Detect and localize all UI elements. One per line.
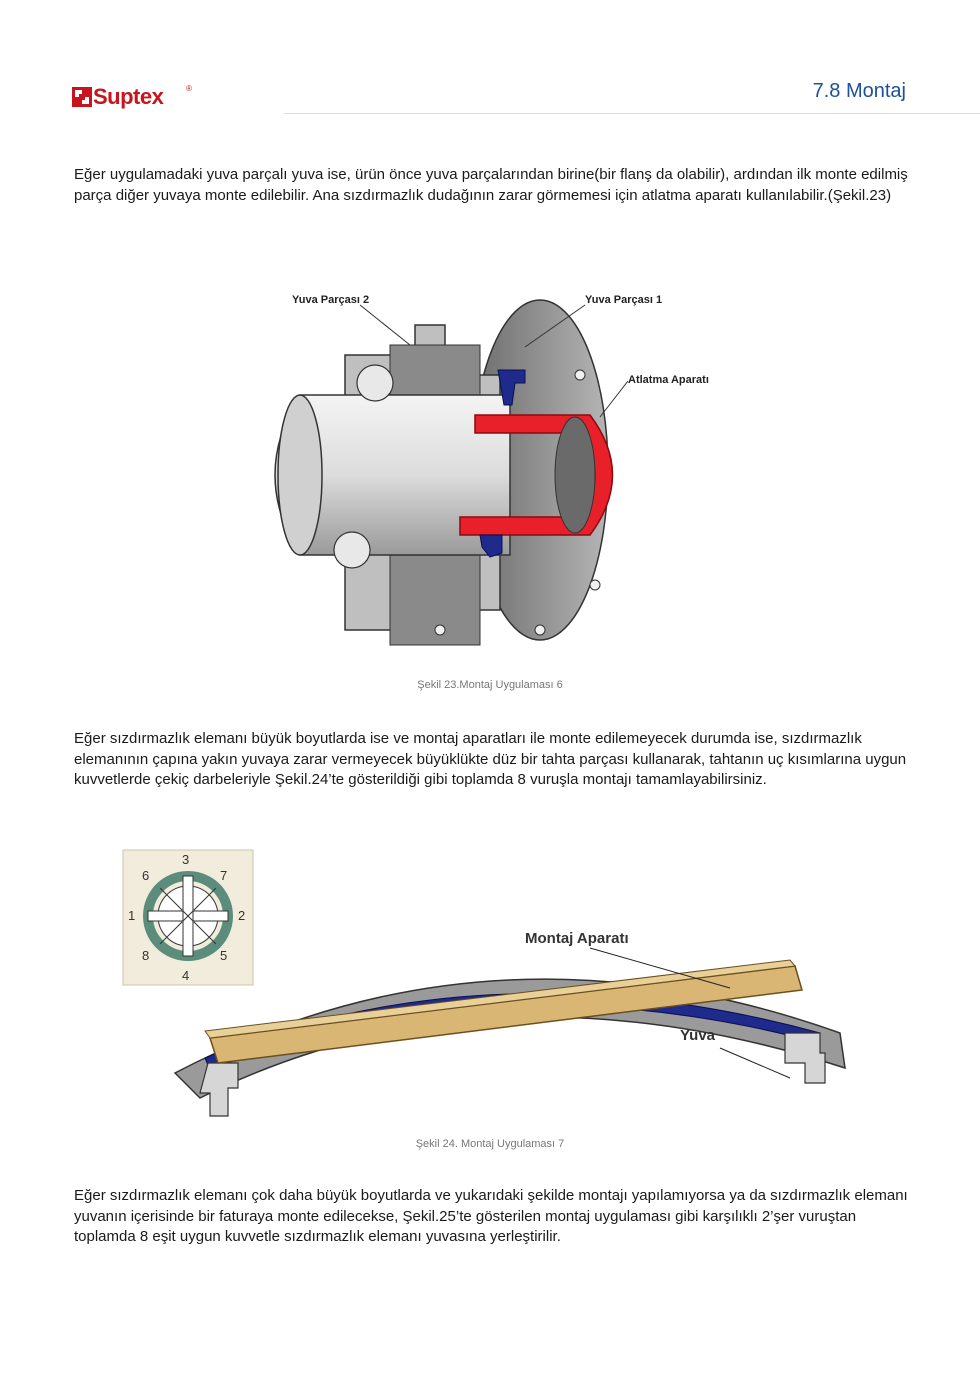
figure-23-split-housing-diagram <box>240 285 740 670</box>
figure-24-caption: Şekil 24. Montaj Uygulaması 7 <box>415 1138 565 1150</box>
leader-yuva2 <box>360 305 410 345</box>
sequence-number-1: 1 <box>128 908 136 923</box>
figure-23-svg <box>240 285 740 670</box>
bolt-hole <box>435 625 445 635</box>
shaft-end <box>278 395 322 555</box>
paragraph-very-large-seal: Eğer sızdırmazlık elemanı çok daha büyük boyutlarda ve yukarıdaki şekilde montajı yapılamıyorsa ya da sızdırmazlık elemanı yuvanın içerisinde bir faturaya monte edilecekse, Şekil.25’te gösterilen montaj uygulaması gibi karşılıklı 2’şer vuruştan toplamda 8 eşit uygun kuvvetle sızdırmazlık elemanı yuvasına yerleştirilir. <box>74 1187 908 1245</box>
sequence-number-7: 7 <box>220 868 228 883</box>
bolt-hole <box>590 580 600 590</box>
registered-mark: ® <box>186 84 192 93</box>
sequence-number-4: 4 <box>182 968 190 983</box>
logo-wordmark: Suptex <box>93 84 164 109</box>
label-yuva: Yuva <box>680 1027 716 1044</box>
figure-24-svg <box>120 848 860 1128</box>
suptex-logo <box>72 84 192 110</box>
sequence-number-5: 5 <box>220 948 228 963</box>
bypass-tool-bore <box>555 417 595 533</box>
sequence-number-8: 8 <box>142 948 150 963</box>
label-yuva-parcasi-2: Yuva Parçası 2 <box>292 294 370 306</box>
paragraph-large-seal-wood: Eğer sızdırmazlık elemanı büyük boyutlarda ise ve montaj aparatları ile monte edilemeyecek durumda ise, sızdırmazlık elemanının çapına yakın yuvaya zarar vermeyecek büyüklükte düz bir tahta parçası kullanarak, tahtanın uç kısımlarına uygun kuvvetlerde çekiç darbeleriyle Şekil.24’te gösterildiği gibi toplamda 8 vuruşla montajı tamamlayabilirsiniz. <box>74 730 907 788</box>
bolt-hole <box>535 625 545 635</box>
housing-right-foot <box>785 1033 825 1083</box>
header-divider <box>284 113 980 114</box>
bolt-hole <box>575 370 585 380</box>
bearing-ball-bottom <box>334 532 370 568</box>
sequence-number-6: 6 <box>142 868 150 883</box>
sequence-number-3: 3 <box>182 852 190 867</box>
page-section-title: 7.8 Montaj <box>812 80 906 102</box>
logo-mark-icon <box>72 87 92 107</box>
figure-23-caption: Şekil 23.Montaj Uygulaması 6 <box>417 679 563 691</box>
label-yuva-parcasi-1: Yuva Parçası 1 <box>585 294 663 306</box>
housing-left-foot <box>200 1063 238 1116</box>
label-montaj-aparati: Montaj Aparatı <box>525 930 629 947</box>
figure-24-wood-board-diagram <box>120 848 860 1128</box>
label-atlatma-aparati: Atlatma Aparatı <box>628 374 709 386</box>
bearing-ball-top <box>357 365 393 401</box>
leader-yuva <box>720 1048 790 1078</box>
leader-atlatma <box>600 381 628 417</box>
paragraph-split-housing: Eğer uygulamadaki yuva parçalı yuva ise, ürün önce yuva parçalarından birine(bir flanş da olabilir), ardından ilk monte edilmiş parça diğer yuvaya monte edilebilir. Ana sızdırmazlık dudağının zarar görmemesi için atlatma aparatı kullanılabilir.(Şekil.23) <box>74 166 908 204</box>
sequence-number-2: 2 <box>238 908 246 923</box>
